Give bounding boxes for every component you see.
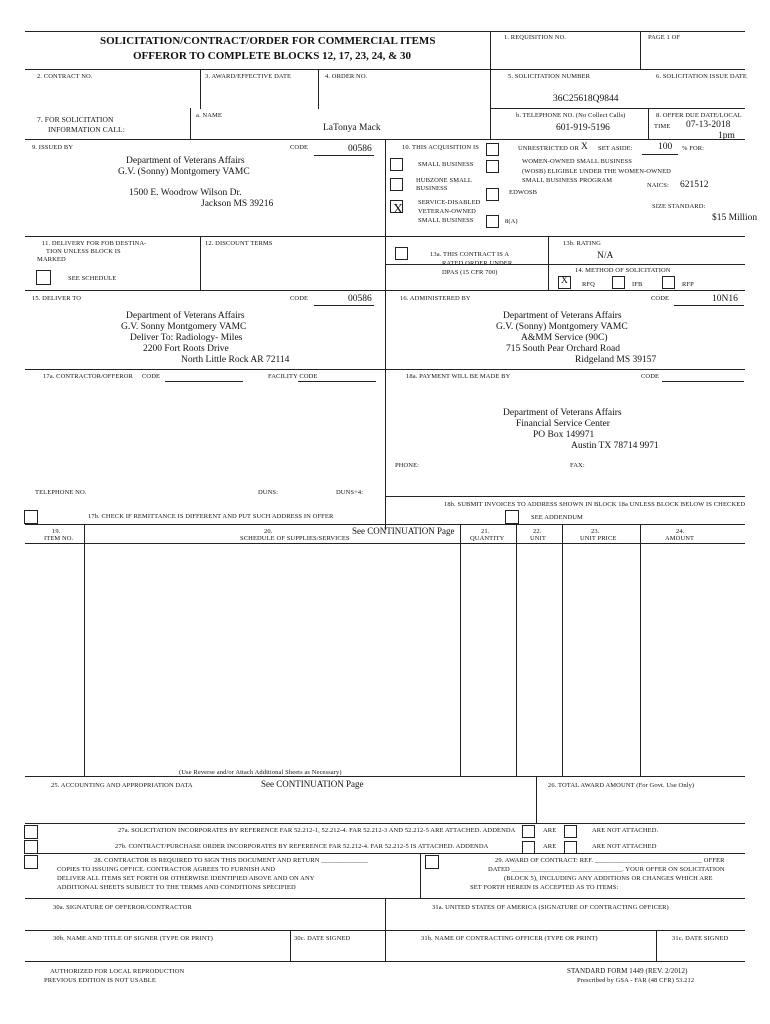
rated-order-label-2: RATED ORDER UNDER [442,260,513,267]
fob-label: 11. DELIVERY FOR FOB DESTINA- [42,240,147,247]
col-quantity: QUANTITY [470,535,505,542]
signer-name-label: 30b. NAME AND TITLE OF SIGNER (TYPE OR PRINT) [53,935,213,942]
col-item-no: ITEM NO. [44,535,74,542]
addendum-checkbox[interactable] [505,510,519,524]
payment-label: 18a. PAYMENT WILL BE MADE BY [406,373,511,380]
rated-order-label: 13a. THIS CONTRACT IS A [430,251,510,258]
footer-form-number: STANDARD FORM 1449 (REV. 2/2012) [567,967,688,975]
payment-line2: Financial Service Center [516,419,610,429]
pct-for-label: % FOR: [682,145,705,152]
col-schedule: SCHEDULE OF SUPPLIES/SERVICES [240,535,350,542]
contractor-code-field[interactable] [165,381,243,382]
col-item-no-num: 19. [52,528,61,535]
administered-code: 10N16 [712,294,738,304]
time-label: TIME [654,123,671,130]
addenda-b-are-checkbox[interactable] [522,841,535,854]
solicitation-ref-label: 27a. SOLICITATION INCORPORATES BY REFERENCE FAR 52.212-1, 52.212-4. FAR 52.212-3 AND 52.212-5 ARE ATTACHED. ADDENDA [118,827,516,834]
edwosb-checkbox[interactable] [486,188,499,201]
addenda-b-are-label: ARE [543,843,557,850]
sdvosb-label-3: SMALL BUSINESS [418,217,474,224]
payment-code-label: CODE [641,373,660,380]
contractor-label: 17a. CONTRACTOR/OFFEROR [43,373,133,380]
deliver-to-code: 00586 [348,294,372,304]
solicitation-number: 36C25618Q9844 [553,94,619,104]
sdvosb-label-2: VETERAN-OWNED [418,208,476,215]
issued-by-code: 00586 [348,144,372,154]
unrestricted-mark: X [581,142,588,152]
accounting-continuation: See CONTINUATION Page [261,779,364,789]
unrestricted-label: UNRESTRICTED OR [518,145,579,152]
block29-line2: DATED _________________________________. YOUR OFFER ON SOLICITATION [488,866,725,873]
col-unit-price-num: 23. [591,528,600,535]
footer-prescribed: Prescribed by GSA - FAR (48 CFR) 53.212 [577,977,695,984]
rfp-checkbox[interactable] [662,276,675,289]
issued-by-code-label: CODE [290,144,309,151]
block29-line4: SET FORTH HEREIN IS ACCEPTED AS TO ITEMS: [470,884,619,891]
block28-line3: DELIVER ALL ITEMS SET FORTH OR OTHERWISE IDENTIFIED ABOVE AND ON ANY [57,875,315,882]
addenda-b-are-not-label: ARE NOT ATTACHED [592,843,657,850]
deliver-to-line1: Department of Veterans Affairs [126,311,245,321]
total-award-label: 26. TOTAL AWARD AMOUNT (For Govt. Use Only) [548,782,695,789]
rated-order-label-3: DPAS (15 CFR 700) [442,269,498,276]
form-subtitle: OFFEROR TO COMPLETE BLOCKS 12, 17, 23, 24, & 30 [133,50,411,62]
rating-value: N/A [597,251,614,261]
rfp-label: RFP [682,281,694,288]
administered-line3: A&MM Service (90C) [521,333,608,343]
phone-label: b. TELEPHONE NO. (No Collect Calls) [516,112,626,119]
hubzone-checkbox[interactable] [390,178,403,191]
co-signature-label: 31a. UNITED STATES OF AMERICA (SIGNATURE OF CONTRACTING OFFICER) [432,904,669,911]
acquisition-label: 10. THIS ACQUISITION IS [402,144,479,151]
issued-by-line4: Jackson MS 39216 [201,199,274,209]
award-checkbox[interactable] [425,855,439,869]
rating-label: 13b. RATING [563,240,601,247]
payment-fax-label: FAX: [570,462,585,469]
submit-invoices-label: 18b. SUBMIT INVOICES TO ADDRESS SHOWN IN BLOCK 18a UNLESS BLOCK BELOW IS CHECKED [444,501,746,508]
administered-line5: Ridgeland MS 39157 [575,355,657,365]
administered-line4: 715 South Pear Orchard Road [506,344,620,354]
col-unit-price: UNIT PRICE [580,535,617,542]
offer-due-time: 1pm [718,131,735,141]
col-schedule-num: 20. [264,528,273,535]
size-standard-label: SIZE STANDARD: [652,203,706,210]
block28-line2: COPIES TO ISSUING OFFICE. CONTRACTOR AGREES TO FURNISH AND [57,866,276,873]
deliver-to-line4: 2200 Fort Roots Drive [143,344,229,354]
method-label: 14. METHOD OF SOLICITATION [575,267,671,274]
contract-no-label: 2. CONTRACT NO. [37,73,93,80]
rated-order-checkbox[interactable] [395,247,408,260]
naics-code: 621512 [680,180,709,190]
schedule-continuation: See CONTINUATION Page [352,526,455,536]
addenda-are-not-checkbox[interactable] [564,825,577,838]
wosb-label-2: (WOSB) ELIGIBLE UNDER THE WOMEN-OWNED [522,168,671,175]
facility-code-label: FACILITY CODE [268,373,318,380]
sdvosb-check-mark: X [393,202,404,217]
contractor-code-label: CODE [142,373,161,380]
solicitation-ref-checkbox[interactable] [24,825,38,839]
info-call-label-2: INFORMATION CALL: [48,125,125,134]
administered-line1: Department of Veterans Affairs [503,311,622,321]
contract-ref-checkbox[interactable] [24,840,38,854]
payment-line4: Austin TX 78714 9971 [571,441,659,451]
acquisition-checkbox[interactable] [486,143,499,156]
issued-by-line1: Department of Veterans Affairs [126,156,245,166]
payment-line3: PO Box 149971 [533,430,595,440]
wosb-label-3: SMALL BUSINESS PROGRAM [522,177,613,184]
co-name-label: 31b. NAME OF CONTRACTING OFFICER (TYPE OR PRINT) [421,935,598,942]
fob-label-3: MARKED [37,256,66,263]
col-unit-num: 22. [533,528,542,535]
award-date-label: 3. AWARD/EFFECTIVE DATE [205,73,292,80]
contact-name: LaTonya Mack [323,123,381,133]
telephone-label: TELEPHONE NO. [35,489,87,496]
deliver-to-line2: G.V. Sonny Montgomery VAMC [121,322,247,332]
fob-label-2: TION UNLESS BLOCK IS [46,248,121,255]
small-business-label: SMALL BUSINESS [418,161,474,168]
payment-phone-label: PHONE: [395,462,420,469]
contract-ref-label: 27b. CONTRACT/PURCHASE ORDER INCORPORATES BY REFERENCE FAR 52.212-4. FAR 52.212-5 IS ATTACHED. ADDENDA [115,843,489,850]
offer-due-date: 07-13-2018 [686,120,731,130]
remittance-checkbox[interactable] [24,510,38,524]
block29-line3: (BLOCK 5), INCLUDING ANY ADDITIONS OR CHANGES WHICH ARE [504,875,713,882]
accounting-label: 25. ACCOUNTING AND APPROPRIATION DATA [51,782,193,789]
facility-code-field[interactable] [298,381,376,382]
col-amount: AMOUNT [665,535,695,542]
see-schedule-checkbox[interactable] [36,270,51,285]
payment-code-field[interactable] [662,381,744,382]
eight-a-label: 8(A) [505,218,518,225]
deliver-to-label: 15. DELIVER TO [32,295,82,302]
hubzone-label: HUBZONE SMALL [416,177,473,184]
deliver-to-line5: North Little Rock AR 72114 [181,355,290,365]
see-addendum-label: SEE ADDENDUM [531,514,583,521]
wosb-checkbox[interactable] [486,160,499,173]
rfq-label: RFQ [582,281,595,288]
contact-phone: 601-919-5196 [556,123,610,133]
duns-label: DUNS: [258,489,279,496]
name-label: a. NAME [196,112,222,119]
set-aside-pct: 100 [658,142,673,152]
offeror-date-label: 30c. DATE SIGNED [294,935,351,942]
block28-line4: ADDITIONAL SHEETS SUBJECT TO THE TERMS AND CONDITIONS SPECIFIED [57,884,296,891]
addenda-are-label: ARE [543,827,557,834]
payment-line1: Department of Veterans Affairs [503,408,622,418]
issued-by-line2: G.V. (Sonny) Montgomery VAMC [118,167,250,177]
wosb-label: WOMEN-OWNED SMALL BUSINESS [522,158,632,165]
deliver-to-line3: Deliver To: Radiology- Miles [130,333,243,343]
contractor-sign-checkbox[interactable] [24,855,38,869]
small-business-checkbox[interactable] [390,158,403,171]
eight-a-checkbox[interactable] [486,215,499,228]
page-label: PAGE 1 OF [648,34,681,41]
duns4-label: DUNS+4: [336,489,364,496]
administered-by-label: 16. ADMINISTERED BY [400,295,471,302]
see-schedule-label: SEE SCHEDULE [68,275,117,282]
size-standard: $15 Million [712,213,758,223]
rfq-check-mark: X [561,276,568,286]
col-amount-num: 24. [676,528,685,535]
issued-by-line3: 1500 E. Woodrow Wilson Dr. [129,188,242,198]
remittance-label: 17b. CHECK IF REMITTANCE IS DIFFERENT AND PUT SUCH ADDRESS IN OFFER [88,513,334,520]
set-aside-label: SET ASIDE: [598,145,633,152]
block29-line1: 29. AWARD OF CONTRACT: REF. ________________________________ OFFER [495,857,725,864]
edwosb-label: EDWOSB [509,189,538,196]
form-title: SOLICITATION/CONTRACT/ORDER FOR COMMERCIAL ITEMS [100,35,436,47]
solicitation-no-label: 5. SOLICITATION NUMBER [508,73,591,80]
addenda-b-are-not-checkbox[interactable] [564,841,577,854]
sdvosb-label: SERVICE-DISABLED [418,199,481,206]
offer-due-label: 8. OFFER DUE DATE/LOCAL [656,112,742,119]
administered-code-label: CODE [651,295,670,302]
co-date-label: 31c. DATE SIGNED [672,935,729,942]
order-no-label: 4. ORDER NO. [325,73,368,80]
addenda-are-not-label: ARE NOT ATTACHED. [592,827,659,834]
ifb-label: IFB [632,281,643,288]
deliver-to-code-label: CODE [290,295,309,302]
hubzone-label-2: BUSINESS [416,185,448,192]
ifb-checkbox[interactable] [612,276,625,289]
footer-authorized: AUTHORIZED FOR LOCAL REPRODUCTION [50,968,185,975]
offeror-signature-label: 30a. SIGNATURE OF OFFEROR/CONTRACTOR [53,904,192,911]
discount-terms-label: 12. DISCOUNT TERMS [205,240,273,247]
col-unit: UNIT [530,535,546,542]
naics-label: NAICS: [647,182,669,189]
addenda-are-checkbox[interactable] [522,825,535,838]
requisition-no-label: 1. REQUISITION NO. [504,34,567,41]
info-call-label: 7. FOR SOLICITATION [37,115,114,124]
reverse-note: (Use Reverse and/or Attach Additional Sheets as Necessary) [179,769,342,776]
administered-line2: G.V. (Sonny) Montgomery VAMC [496,322,628,332]
issue-date-label: 6. SOLICITATION ISSUE DATE [656,73,747,80]
col-quantity-num: 21. [481,528,490,535]
footer-previous-edition: PREVIOUS EDITION IS NOT USABLE [44,977,156,984]
issued-by-label: 9. ISSUED BY [32,144,74,151]
block28-line1: 28. CONTRACTOR IS REQUIRED TO SIGN THIS DOCUMENT AND RETURN ______________ [94,857,369,864]
